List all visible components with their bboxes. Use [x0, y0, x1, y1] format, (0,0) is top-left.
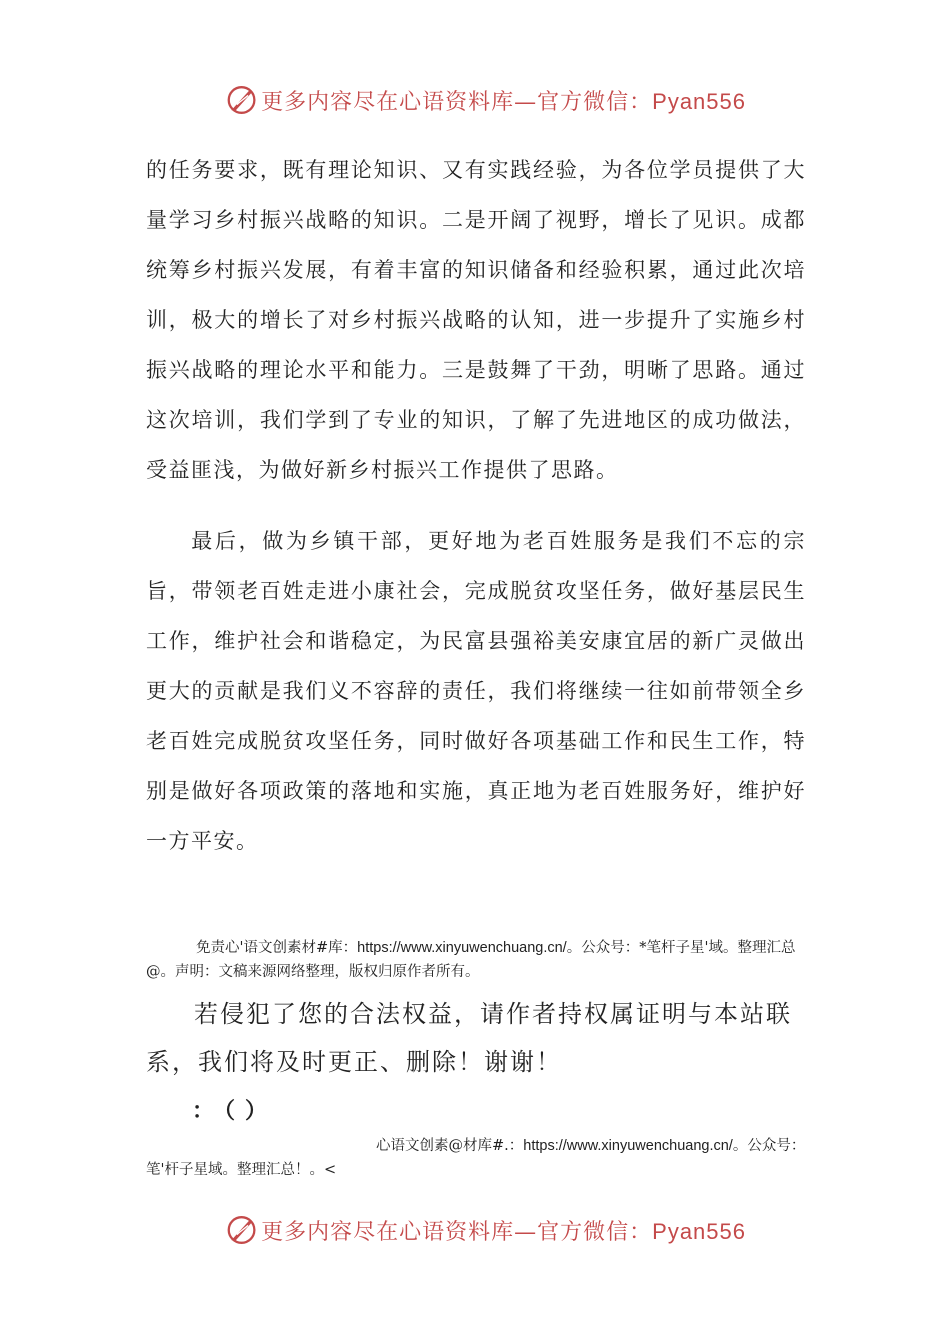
disclaimer-1-url[interactable]: https://www.xinyuwenchuang.cn/: [357, 940, 567, 956]
disclaimer-1-prefix: 免责心'语文创素材#库：: [196, 940, 358, 956]
colon-parentheses: ：（）: [192, 1098, 278, 1124]
banner-text: [261, 85, 746, 116]
quill-pen-logo-icon: [226, 83, 257, 117]
banner-label: 更多内容尽在心语资料库—官方微信：: [261, 1219, 653, 1245]
copyright-notice: [146, 990, 826, 1086]
paragraph-2: [146, 516, 806, 866]
banner-wechat-id: Pyan556: [652, 1218, 746, 1244]
copyright-notice-text: 若侵犯了您的合法权益，请作者持权属证明与本站联系，我们将及时更正、删除！谢谢！: [146, 1000, 792, 1076]
paragraph-1: 的任务要求，既有理论知识、又有实践经验，为各位学员提供了大量学习乡村振兴战略的知识。二是开阔了视野，增长了见识。成都统筹乡村振兴发展，有着丰富的知识储备和经验积累，通过此次培训，极大的增长了对乡村振兴战略的认知，进一步提升了实施乡村振兴战略的理论水平和能力。三是鼓舞了干劲，明晰了思路。通过这次培训，我们学到了专业的知识，了解了先进地区的成功做法，受益匪浅，为做好新乡村振兴工作提供了思路。: [146, 158, 806, 482]
footer-banner: [226, 1210, 746, 1250]
quill-pen-logo-icon: [226, 1213, 257, 1247]
disclaimer-2-prefix: 心语文创素@材库#.：: [376, 1138, 524, 1154]
disclaimer-2: [146, 1134, 816, 1182]
disclaimer-1: [146, 936, 816, 984]
disclaimer-2-url[interactable]: https://www.xinyuwenchuang.cn/: [523, 1138, 733, 1154]
banner-text: [261, 1215, 746, 1246]
paragraph-2-text: 最后，做为乡镇干部，更好地为老百姓服务是我们不忘的宗旨，带领老百姓走进小康社会，完成脱贫攻坚任务，做好基层民生工作，维护社会和谐稳定，为民富县强裕美安康宜居的新广灵做出更大的贡献是我们义不容辞的责任，我们将继续一往如前带领全乡老百姓完成脱贫攻坚任务，同时做好各项基础工作和民生工作，特别是做好各项政策的落地和实施，真正地为老百姓服务好，维护好一方平安。: [146, 529, 806, 853]
banner-wechat-id: Pyan556: [652, 88, 746, 114]
banner-label: 更多内容尽在心语资料库—官方微信：: [261, 89, 653, 115]
disclaimer-2-suffix: 。公众号：笔'杆子星域。整理汇总！。<: [146, 1138, 806, 1178]
disclaimer-1-suffix: 。公众号：*笔杆子星'域。整理汇总@。声明：文稿来源网络整理，版权归原作者所有。: [146, 940, 796, 980]
header-banner: [226, 80, 746, 120]
